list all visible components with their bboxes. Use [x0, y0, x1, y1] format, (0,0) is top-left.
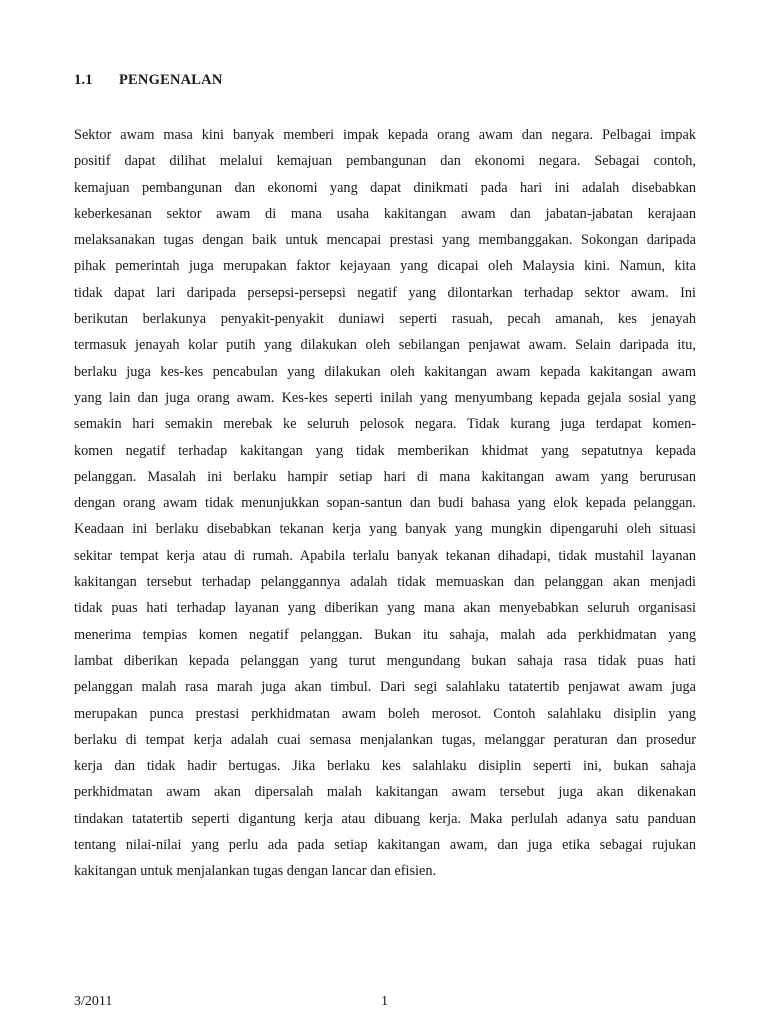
paragraph-line: termasuk jenayah kolar putih yang dilakukan oleh sebilangan penjawat awam. Selain daripada itu, — [74, 337, 696, 354]
paragraph-line: merupakan punca prestasi perkhidmatan awam boleh merosot. Contoh salahlaku disiplin yang — [74, 705, 696, 722]
paragraph-line: kakitangan tersebut terhadap pelanggannya adalah tidak memuaskan dan pelanggan akan menjadi — [74, 574, 696, 591]
paragraph-line: kemajuan pembangunan dan ekonomi yang dapat dinikmati pada hari ini adalah disebabkan — [74, 179, 696, 196]
paragraph-line: keberkesanan sektor awam di mana usaha kakitangan awam dan jabatan-jabatan kerajaan — [74, 205, 696, 222]
paragraph-line: sekitar tempat kerja atau di rumah. Apabila terlalu banyak tekanan dihadapi, tidak mustahil layanan — [74, 547, 696, 564]
footer-page-number: 1 — [381, 994, 388, 1009]
paragraph-line: tentang nilai-nilai yang perlu ada pada setiap kakitangan awam, dan juga etika sebagai rujukan — [74, 837, 696, 854]
paragraph-line: melaksanakan tugas dengan baik untuk mencapai prestasi yang membanggakan. Sokongan daripada — [74, 232, 696, 249]
paragraph-line: berikutan berlakunya penyakit-penyakit duniawi seperti rasuah, pecah amanah, kes jenayah — [74, 311, 696, 328]
paragraph-line: tidak dapat lari daripada persepsi-persepsi negatif yang dilontarkan terhadap sektor awam. Ini — [74, 284, 696, 301]
paragraph-line: tidak puas hati terhadap layanan yang diberikan yang mana akan menyebabkan seluruh organisasi — [74, 600, 696, 617]
paragraph-line: positif dapat dilihat melalui kemajuan pembangunan dan ekonomi negara. Sebagai contoh, — [74, 153, 696, 170]
paragraph-line: pelanggan. Masalah ini berlaku hampir setiap hari di mana kakitangan awam yang berurusan — [74, 468, 696, 485]
paragraph-line: pelanggan malah rasa marah juga akan timbul. Dari segi salahlaku tatatertib penjawat awam juga — [74, 679, 696, 696]
section-heading — [74, 72, 223, 89]
paragraph-line: komen negatif terhadap kakitangan yang tidak memberikan khidmat yang sepatutnya kepada — [74, 442, 696, 459]
paragraph-line: pihak pemerintah juga merupakan faktor kejayaan yang dicapai oleh Malaysia kini. Namun, kita — [74, 258, 696, 275]
section-title: PENGENALAN — [119, 72, 223, 88]
paragraph-line: menerima tempias komen negatif pelanggan. Bukan itu sahaja, malah ada perkhidmatan yang — [74, 626, 696, 643]
paragraph-line: tindakan tatatertib seperti digantung kerja atau dibuang kerja. Maka perlulah adanya satu panduan — [74, 810, 696, 827]
paragraph-line: perkhidmatan awam akan dipersalah malah kakitangan awam tersebut juga akan dikenakan — [74, 784, 696, 801]
paragraph-line: semakin hari semakin merebak ke seluruh pelosok negara. Tidak kurang juga terdapat komen- — [74, 416, 696, 433]
paragraph-line: Keadaan ini berlaku disebabkan tekanan kerja yang banyak yang mungkin dipengaruhi oleh situasi — [74, 521, 696, 538]
paragraph-line: kakitangan untuk menjalankan tugas dengan lancar dan efisien. — [74, 863, 437, 880]
paragraph-line: Sektor awam masa kini banyak memberi impak kepada orang awam dan negara. Pelbagai impak — [74, 127, 696, 143]
paragraph-line: dengan orang awam tidak menunjukkan sopan-santun dan budi bahasa yang elok kepada pelanggan. — [74, 495, 696, 512]
paragraph-line: yang lain dan juga orang awam. Kes-kes seperti inilah yang menyumbang kepada gejala sosial yang — [74, 389, 696, 406]
paragraph-line: berlaku di tempat kerja adalah cuai semasa menjalankan tugas, melanggar peraturan dan prosedur — [74, 731, 696, 748]
paragraph-line: lambat diberikan kepada pelanggan yang turut mengundang bukan sahaja rasa tidak puas hati — [74, 652, 696, 669]
paragraph-line: kerja dan tidak hadir bertugas. Jika berlaku kes salahlaku disiplin seperti ini, bukan sahaja — [74, 758, 696, 775]
section-number: 1.1 — [74, 72, 93, 88]
footer-date: 3/2011 — [74, 994, 113, 1009]
body-paragraph — [74, 122, 696, 885]
paragraph-line: berlaku juga kes-kes pencabulan yang dilakukan oleh kakitangan awam kepada kakitangan awam — [74, 363, 696, 380]
